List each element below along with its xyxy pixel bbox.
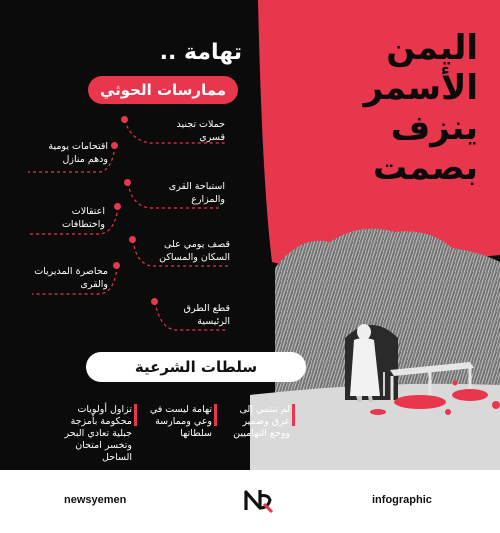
statement-marker — [214, 404, 217, 426]
statement-marker — [134, 404, 137, 426]
authority-statement: تهامة ليست في وعي وممارسة سلطاتها — [149, 404, 212, 439]
practice-item: اعتقالات واختطافات — [61, 206, 105, 230]
authority-heading: سلطات الشرعية — [86, 352, 306, 382]
practice-item: محاصرة المديريات والقرى — [34, 266, 108, 290]
bullet-dot — [151, 298, 158, 305]
practice-item: استباحة القرى والمزارع — [168, 181, 225, 205]
bullet-dot — [124, 179, 131, 186]
bullet-dot — [121, 116, 128, 123]
bullet-dot — [114, 203, 121, 210]
ny-logo-icon — [242, 486, 276, 514]
bullet-dot — [129, 236, 136, 243]
practice-item: قصف يومي على السكان والمساكن — [159, 239, 230, 263]
title-line-2: الأسمر — [363, 68, 478, 108]
title-line-3: ينزف بصمت — [372, 108, 478, 188]
statement-marker — [292, 404, 295, 426]
brand-name: newsyemen — [64, 494, 127, 506]
infographic-label: infographic — [372, 494, 432, 506]
authority-statement: لم تنتمي إلى عرق وضمير ووجع التهاميين — [233, 404, 290, 439]
bullet-dot — [111, 142, 118, 149]
region-heading: تهامة .. — [159, 40, 242, 65]
authority-statement: تزاول أولويات محكومة بأمزجة جبلية تعادي البحر وتخسر امتحان الساحل — [64, 404, 132, 463]
practice-item: اقتحامات يومية ودهم منازل — [48, 141, 108, 165]
bullet-dot — [113, 262, 120, 269]
title-line-1: اليمن — [386, 28, 478, 68]
houthi-practices-heading: ممارسات الحوثي — [88, 76, 238, 104]
practice-item: قطع الطرق الرئيسية — [183, 303, 230, 327]
practice-item: حملات تجنيد قسري — [176, 119, 225, 143]
